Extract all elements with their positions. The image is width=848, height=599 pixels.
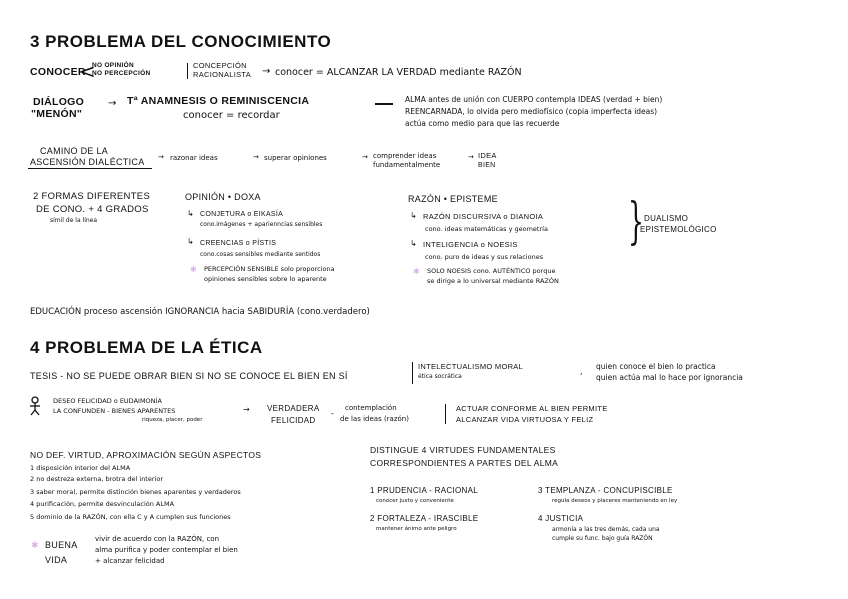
virtud-3-title: 3 TEMPLANZA - CONCUPISCIBLE bbox=[538, 486, 673, 495]
camino-label-2: ASCENSIÓN DIALÉCTICA bbox=[30, 157, 145, 167]
camino-arrow-3: → bbox=[362, 153, 368, 161]
virtud-2-desc: mantener ánimo ante peligro bbox=[376, 526, 457, 532]
contemplacion-label: contemplación bbox=[345, 404, 397, 412]
percepcion-line-2: opiniones sensibles sobre lo aparente bbox=[204, 275, 327, 283]
deseo-arrow-icon: → bbox=[243, 405, 250, 414]
opinion-arrow-1: ↳ bbox=[187, 209, 194, 218]
etica-socratica-label: ética socrática bbox=[418, 373, 462, 380]
anamnesis-equation: conocer = recordar bbox=[183, 110, 280, 121]
intelectualismo-label: INTELECTUALISMO MORAL bbox=[418, 362, 524, 371]
camino-step-1: razonar ideas bbox=[170, 154, 218, 162]
tesis-comma: , bbox=[580, 367, 583, 376]
razon-discursiva-desc: cono. ideas matemáticas y geometría bbox=[425, 225, 548, 233]
razon-star-icon: ✱ bbox=[413, 267, 420, 276]
dualismo-label-1: DUALISMO bbox=[644, 214, 689, 223]
camino-step-3b: fundamentalmente bbox=[373, 161, 441, 169]
virtud-2-title: 2 FORTALEZA - IRASCIBLE bbox=[370, 514, 479, 523]
racionalista-label: RACIONALISTA bbox=[193, 70, 252, 79]
formas-label-3: símil de la línea bbox=[50, 217, 98, 224]
section3-title: 3 PROBLEMA DEL CONOCIMIENTO bbox=[30, 32, 332, 51]
alma-line-3: actúa como medio para que las recuerde bbox=[405, 119, 560, 128]
camino-label-1: CAMINO DE LA bbox=[40, 146, 109, 156]
opinion-star-icon: ✱ bbox=[190, 265, 197, 274]
nodef-item-1: 1 disposición interior del ALMA bbox=[30, 464, 131, 472]
buena-label: BUENA bbox=[45, 540, 78, 550]
camino-step-2: superar opiniones bbox=[264, 154, 327, 162]
felicidad-label: FELICIDAD bbox=[271, 416, 316, 425]
razon-arrow-2: ↳ bbox=[410, 239, 417, 248]
virtudes-title-2: CORRESPONDIENTES A PARTES DEL ALMA bbox=[370, 458, 559, 468]
conjetura-desc: cono.imágenes + aparienncias sensibles bbox=[200, 221, 323, 228]
creencias-title: CREENCIAS o PÍSTIS bbox=[200, 240, 277, 247]
opinion-title: OPINIÓN • DOXA bbox=[185, 192, 261, 202]
deseo-line-2: LA CONFUNDEN - BIENES APARENTES bbox=[53, 407, 176, 415]
conocer-divider bbox=[187, 63, 188, 79]
actuar-line-1: ACTUAR CONFORME AL BIEN PERMITE bbox=[456, 404, 608, 413]
formas-label-1: 2 FORMAS DIFERENTES bbox=[33, 191, 151, 202]
virtud-4-desc-2: cumple su func. bajo guía RAZÓN bbox=[552, 535, 653, 542]
razon-arrow-1: ↳ bbox=[410, 211, 417, 220]
quien-line-2: quien actúa mal lo hace por ignorancia bbox=[596, 373, 743, 382]
alma-line-1: ALMA antes de unión con CUERPO contempla IDEAS (verdad + bien) bbox=[405, 95, 663, 104]
virtud-1-title: 1 PRUDENCIA - RACIONAL bbox=[370, 486, 478, 495]
creencias-desc: cono.cosas sensibles mediante sentidos bbox=[200, 251, 321, 258]
dialogo-dash bbox=[375, 103, 393, 105]
dualismo-brace: } bbox=[627, 192, 644, 250]
virtudes-title-1: DISTINGUE 4 VIRTUDES FUNDAMENTALES bbox=[370, 445, 556, 455]
buena-vida-line-3: + alcanzar felicidad bbox=[95, 557, 165, 565]
virtud-4-desc-1: armonía a las tres demás, cada una bbox=[552, 526, 660, 533]
alma-line-2: REENCARNADA, lo olvida pero mediofísico (copia imperfecta ideas) bbox=[405, 107, 658, 116]
opinion-arrow-2: ↳ bbox=[187, 237, 194, 246]
camino-underline bbox=[28, 168, 152, 169]
buena-vida-star-icon: ✱ bbox=[31, 541, 39, 551]
nodef-item-4: 4 purificación, permite desvinculación ALMA bbox=[30, 500, 175, 508]
camino-step-3a: comprender ideas bbox=[373, 152, 437, 160]
razon-discursiva-title: RAZÓN DISCURSIVA o DIANOIA bbox=[423, 212, 544, 221]
conocer-arrow-icon: → bbox=[262, 66, 271, 77]
camino-arrow-4: → bbox=[468, 153, 474, 161]
actuar-line-2: ALCANZAR VIDA VIRTUOSA Y FELIZ bbox=[456, 415, 594, 424]
conocer-no-percepcion: NO PERCEPCIÓN bbox=[92, 70, 151, 77]
conocer-angle-bracket: < bbox=[79, 59, 96, 83]
verdadera-label: VERDADERA bbox=[267, 404, 320, 413]
virtud-1-desc: conocer justo y conveniente bbox=[376, 498, 454, 504]
nodef-item-3: 3 saber moral, permite distinción bienes aparentes y verdaderos bbox=[30, 488, 241, 496]
razon-title: RAZÓN • EPISTEME bbox=[408, 194, 498, 204]
tesis-text: TESIS - NO SE PUEDE OBRAR BIEN SI NO SE CONOCE EL BIEN EN SÍ bbox=[30, 371, 348, 381]
conocer-definition: conocer = ALCANZAR LA VERDAD mediante RAZÓN bbox=[275, 67, 522, 78]
conocer-label: CONOCER bbox=[30, 66, 86, 78]
quien-line-1: quien conoce el bien lo practica bbox=[596, 362, 716, 371]
deseo-line-3: riqueza, placer, poder bbox=[142, 417, 203, 423]
nodef-title: NO DEF. VIRTUD, APROXIMACIÓN SEGÚN ASPECTOS bbox=[30, 450, 262, 460]
buena-vida-line-2: alma purifica y poder contemplar el bien bbox=[95, 546, 238, 554]
stick-figure-icon bbox=[29, 396, 41, 416]
vida-label: VIDA bbox=[45, 555, 68, 565]
educacion-text: EDUCACIÓN proceso ascensión IGNORANCIA hacia SABIDURÍA (cono.verdadero) bbox=[30, 307, 370, 317]
inteligencia-title: INTELIGENCIA o NOESIS bbox=[423, 240, 518, 249]
percepcion-line-1: PERCEPCIÓN SENSIBLE solo proporciona bbox=[204, 265, 335, 273]
dialogo-label: DIÁLOGO bbox=[33, 96, 85, 108]
tesis-divider bbox=[412, 362, 413, 384]
dualismo-label-2: EPISTEMOLÓGICO bbox=[640, 225, 717, 234]
conocer-no-opinion: NO OPINIÓN bbox=[92, 62, 135, 69]
concepcion-label: CONCEPCIÓN bbox=[193, 61, 247, 70]
camino-arrow-2: → bbox=[253, 153, 259, 161]
deseo-divider bbox=[445, 404, 446, 424]
menon-label: "MENÓN" bbox=[31, 108, 83, 120]
noesis-line-1: SOLO NOESIS cono. AUTÉNTICO porque bbox=[427, 267, 556, 275]
camino-arrow-1: → bbox=[158, 153, 164, 161]
noesis-line-2: se dirige a lo universal mediante RAZÓN bbox=[427, 277, 559, 285]
virtud-4-title: 4 JUSTICIA bbox=[538, 514, 584, 523]
deseo-line-1: DESEO FELICIDAD o EUDAIMONÍA bbox=[53, 397, 162, 405]
camino-step-4a: IDEA bbox=[478, 151, 497, 160]
formas-label-2: DE CONO. + 4 GRADOS bbox=[36, 204, 149, 215]
anamnesis-title: Tª ANAMNESIS O REMINISCENCIA bbox=[127, 95, 310, 107]
contemplacion-desc: de las ideas (razón) bbox=[340, 415, 409, 423]
virtud-3-desc: regula deseos y placeres manteniendo en ley bbox=[552, 498, 678, 504]
nodef-item-5: 5 dominio de la RAZÓN, con ella C y A cumplen sus funciones bbox=[30, 513, 231, 521]
camino-step-4b: BIEN bbox=[478, 162, 496, 169]
dialogo-arrow-icon: → bbox=[108, 98, 117, 109]
felicidad-dash: - bbox=[331, 409, 334, 418]
section4-title: 4 PROBLEMA DE LA ÉTICA bbox=[30, 338, 263, 357]
inteligencia-desc: cono. puro de ideas y sus relaciones bbox=[425, 253, 544, 261]
conjetura-title: CONJETURA o EIKASÍA bbox=[200, 211, 284, 218]
buena-vida-line-1: vivir de acuerdo con la RAZÓN, con bbox=[95, 535, 220, 543]
nodef-item-2: 2 no destreza externa, brotra del interior bbox=[30, 475, 163, 483]
